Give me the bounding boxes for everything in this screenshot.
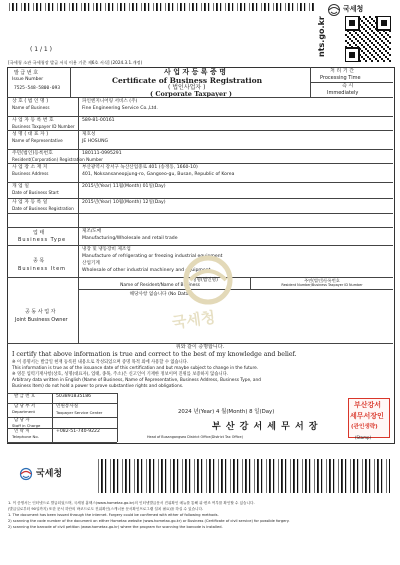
processing-time-value-en: Immediately	[327, 90, 359, 96]
field-value: 2015년(Year) 10월(Month) 12일(Day)	[82, 200, 166, 205]
business-type-label-kr: 업 태	[33, 230, 45, 236]
processing-time-label-en: Processing Time	[320, 75, 361, 81]
footer-note-line: (발급일로부터 90일까지) 또한 문서 하단의 바코드로도 진위확인(스캐너용 문서확인프로그램 설치 필요)을 하실 수 있습니다.	[8, 507, 204, 511]
footer-note-line: 2) scanning the code number of the document on either Hometax website (www.hometax.go.kr) or Business (Certificate of civil service) for possible forgery.	[8, 519, 290, 523]
field-label-kr: 상 호 ( 법 인 명 )	[12, 99, 49, 104]
field-value: Fine Engineering Service Co.,Ltd.	[82, 106, 158, 111]
note-line: Business Item) do not hold a power to prove substantive rights and obligations.	[12, 384, 184, 389]
page-indicator: ( 1 / 1 )	[30, 46, 52, 53]
processing-time-label-kr: 처 리 기 간	[330, 68, 355, 74]
joint-owner-label-kr: 공 동 사 업 자	[25, 309, 56, 315]
contact-label-en: Staff in Charge	[12, 423, 41, 428]
contact-label-en: Department	[12, 409, 35, 414]
field-label-en: Business Taxpayer ID Number	[12, 124, 75, 129]
nts-logo-icon	[326, 3, 342, 17]
business-type-value-kr: 제조/도매	[82, 229, 102, 234]
nts-watermark-emblem	[178, 250, 238, 310]
official-stamp	[348, 398, 390, 438]
field-label-en: Resident(Corporation) Registration Number	[12, 157, 103, 162]
stamp-label: (Stamp)	[355, 435, 372, 440]
joint-col1-en: Name of Resident/Name of Business	[120, 283, 200, 288]
certification-kr: 위와 같이 증명합니다.	[175, 344, 225, 350]
form-header-note: [국세청 소관 국세청장 발급 서식 이용 기준 제6호 서식] (2024.3.1.개정)	[8, 60, 143, 65]
field-value: 589-81-00161	[82, 118, 115, 123]
field-label-kr: 사 업 장 소 재 지	[12, 165, 48, 170]
stamp-line-1: 부산강서	[354, 401, 382, 409]
field-label-kr: 사 업 자 등 록 일	[12, 200, 48, 205]
contact-label-kr: 연 락 처	[14, 429, 30, 434]
contact-value: 503891835186	[56, 394, 92, 399]
contact-value2: Taxpayer Service Center	[56, 410, 103, 415]
nts-footer-logo-icon	[18, 467, 34, 481]
issue-number-value: 7525-548-5800-093	[14, 86, 61, 91]
qr-code-icon	[345, 16, 391, 62]
field-value: 401, Noksansaneopjung-ro, Gangseo-gu, Busan, Republic of Korea	[82, 172, 235, 177]
issue-number-label-kr: 발 급 번 호	[14, 70, 39, 76]
footer-note-line: 1. The document has been issued through the internet. Forgery could be confirmed with either of following methods.	[8, 513, 219, 517]
tax-office-en: Head of Busangangseo District Office(District Tax Office)	[147, 435, 243, 439]
contact-value: 민원봉사실	[56, 404, 79, 409]
field-value: 180111-0995291	[82, 151, 122, 156]
joint-col1-kr: 성명(법인명)	[192, 278, 218, 283]
field-label-kr: 성 명 ( 대 표 자 )	[12, 132, 49, 137]
field-label-en: Name of Business	[12, 105, 50, 110]
issue-date: 2024 년(Year) 4 월(Month) 8 일(Day)	[178, 409, 275, 415]
watermark-text: 국세청	[170, 308, 217, 332]
field-label-en: Name of Representative	[12, 138, 63, 143]
issue-number-label-en: Issue Number	[12, 77, 44, 82]
note-line: ※ 이 증명서는 발급일 현재 등록된 내용으로 작성되었으며 증명 목적 외에 사용할 수 없습니다.	[12, 360, 189, 365]
barcode-icon	[6, 3, 316, 11]
joint-owner-label-en: Joint Business Owner	[15, 317, 68, 323]
stamp-line-2: 세무서장인	[350, 412, 384, 420]
field-label-en: Date of Business Registration	[12, 206, 74, 211]
business-item-value-en: Manufacture of refrigerating or freezing industrial equipment	[82, 254, 223, 259]
contact-label-en: Telephone No.	[12, 434, 39, 439]
field-label-en: Business Address	[12, 171, 49, 176]
contact-label-kr: 담 당 자	[14, 418, 30, 423]
joint-owner-value: 해당사항 없습니다 (No Data)	[129, 292, 191, 297]
business-item-value2-kr: 산업기계	[82, 261, 100, 266]
business-item-label-en: Business Item	[18, 266, 67, 272]
field-label-kr: 사 업 자 등 록 번 호	[12, 118, 54, 123]
field-value: 제호성	[82, 132, 96, 137]
field-value: 부산광역시 강서구 녹산산업중로 401 (송정동, 1660-10)	[82, 165, 198, 170]
site-url: nts.go.kr	[317, 16, 326, 57]
contact-label-kr: 발 급 번 호	[14, 394, 36, 399]
business-item-value-kr: 냉장 및 냉동장비 제조업	[82, 247, 131, 252]
footer-note-line: 1. 이 증명서는 인터넷으로 발급되었으며, 국세청 홈택스(www.hometax.go.kr)의 인터넷발급문서 진위확인 메뉴를 통해 위·변조 여부를 확인할 수 있습니다.	[8, 501, 255, 505]
certification-en: I certify that above information is true and correct to the best of my knowledge and belief.	[12, 351, 297, 358]
note-line: Arbitrary data written in English (Name of Business, Name of Representative, Business Address, Business Type, and	[12, 378, 261, 383]
business-type-value-en: Manufacturing/Wholesale and retail trade	[82, 236, 178, 241]
business-type-label-en: Business Type	[18, 237, 67, 243]
contact-label-kr: 담 당 부 서	[14, 404, 36, 409]
processing-time-value-kr: 즉 시	[342, 83, 354, 89]
joint-col2-kr: 주민(법인)등록번호	[304, 278, 340, 283]
title-english: Certificate of Business Registration	[112, 76, 263, 85]
field-label-en: Date of Business Start	[12, 190, 59, 195]
contact-value: +082-51-740-9222	[56, 429, 100, 434]
nts-logo-text: 국세청	[343, 5, 364, 13]
footer-note-line: 2) scanning the barcode of civil petition (www.hometax.go.kr) where the program for scanning the barcode is installed.	[8, 525, 223, 529]
stamp-line-3: (관인생략)	[351, 424, 378, 430]
title-korean: 사 업 자 등 록 증 명	[164, 68, 226, 76]
field-value: 파인엔지니어링 서비스 (주)	[82, 99, 138, 104]
field-label-kr: 개 업 일	[12, 184, 29, 189]
field-value: 2015년(Year) 11월(Month) 01일(Day)	[82, 184, 166, 189]
footer-logo-text: 국세청	[36, 469, 63, 479]
footer-barcode-icon	[95, 459, 390, 493]
joint-col2-en: Resident Number/Business Taxpayer ID Number	[281, 283, 363, 287]
title-korean-sub: ( 법인사업자 )	[168, 84, 206, 91]
business-item-label-kr: 종 목	[33, 258, 45, 264]
field-value: JE HOSUNG	[82, 139, 109, 144]
title-english-sub: ( Corporate Taxpayer )	[150, 90, 232, 98]
tax-office-kr: 부 산 강 서 세 무 서 장	[212, 422, 319, 432]
note-line: This information is true as of the issuance date of this certification and but maybe subject to change in the future.	[12, 366, 259, 371]
field-label-kr: 주민(법인)등록번호	[12, 151, 53, 156]
note-line: ※ 영문 입력기재사항(상호, 성명(대표자), 업태, 종목, 주소)은 신고인이 기재한 정보이며 진위를 보증하지 않습니다.	[12, 372, 229, 377]
business-item-value2-en: Wholesale of other industrial machinery and equipment	[82, 268, 211, 273]
